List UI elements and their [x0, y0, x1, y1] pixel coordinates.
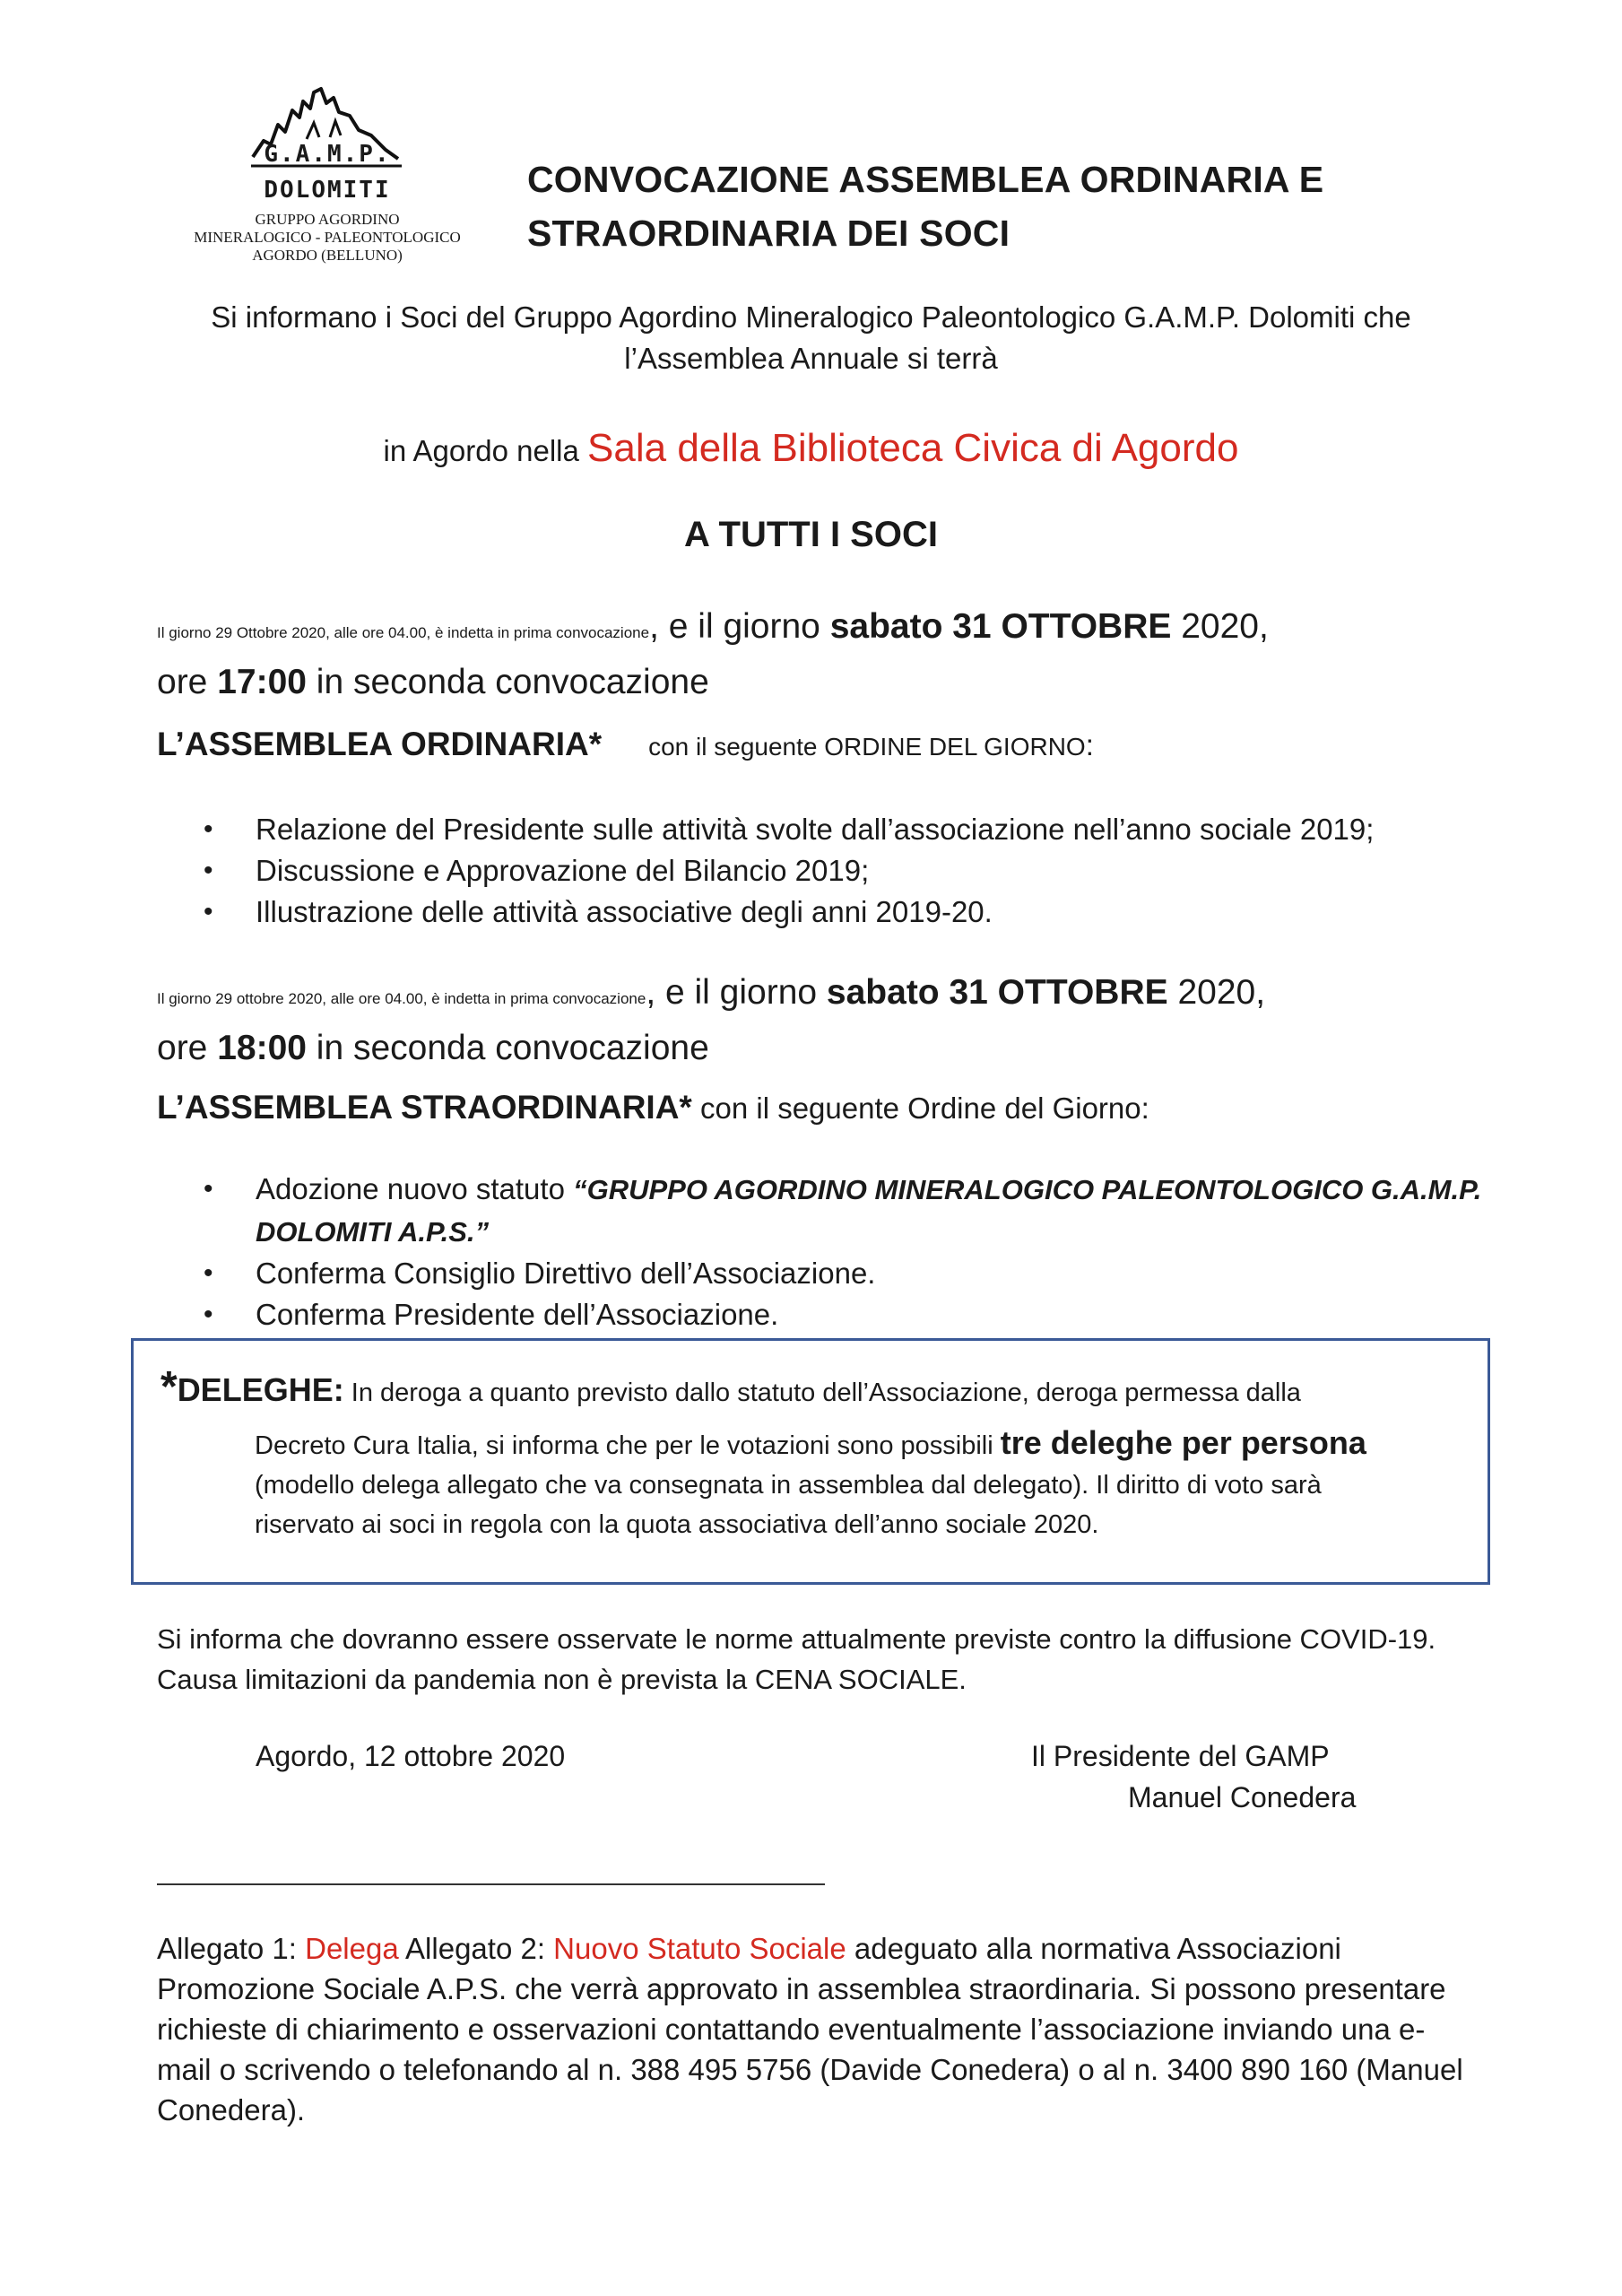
- heading-all-members: A TUTTI I SOCI: [684, 515, 938, 554]
- intro-paragraph: [0, 297, 1622, 379]
- list-item: • Conferma Presidente dell’Associazione.: [157, 1294, 1538, 1335]
- proxy-emphasis: tre deleghe per persona: [1000, 1424, 1366, 1461]
- venue-place: Sala della Biblioteca Civica di Agordo: [587, 426, 1239, 470]
- notes-line-1: Si informa che dovranno essere osservate le norme attualmente previste contro la diffusione COVID-19.: [157, 1623, 1436, 1655]
- extraordinary-second-call: in seconda convocazione: [306, 1029, 709, 1067]
- logo-line-5: AGORDO (BELLUNO): [252, 247, 403, 264]
- intro-line-1: Si informano i Soci del Gruppo Agordino Mineralogico Paleontologico G.A.M.P. Dolomiti che: [211, 300, 1411, 334]
- proxy-line-1: In deroga a quanto previsto dallo statuto dell’Associazione, deroga permessa dalla: [343, 1378, 1301, 1407]
- notes-line-2: Causa limitazioni da pandemia non è prevista la CENA SOCIALE.: [157, 1664, 967, 1695]
- extraordinary-year: 2020,: [1167, 973, 1266, 1012]
- statute-item-prefix: Adozione nuovo statuto: [256, 1172, 574, 1205]
- attachments-line-2: Promozione Sociale A.P.S. che verrà approvato in assemblea straordinaria. Si possono presentare: [157, 1972, 1446, 2005]
- proxy-line-4: riservato ai soci in regola con la quota associativa dell’anno sociale 2020.: [255, 1510, 1099, 1539]
- statute-name-line-1: “GRUPPO AGORDINO MINERALOGICO PALEONTOLOGICO G.A.M.P.: [573, 1174, 1482, 1205]
- ordinary-date: sabato 31 OTTOBRE: [829, 607, 1172, 646]
- attachment-2-label: Allegato 2:: [398, 1932, 554, 1965]
- list-item: • Relazione del Presidente sulle attività svolte dall’associazione nell’anno sociale 2019;: [157, 809, 1520, 850]
- extraordinary-assembly-heading: [157, 1081, 1149, 1142]
- ordinary-agenda-colon: :: [1085, 728, 1094, 761]
- attachment-1-link[interactable]: Delega: [305, 1932, 399, 1965]
- proxy-star: *: [160, 1363, 178, 1411]
- title-line-2: STRAORDINARIA DEI SOCI: [527, 213, 1010, 254]
- signature-name: Manuel Conedera: [1128, 1781, 1357, 1813]
- logo-line-3: GRUPPO AGORDINO: [255, 211, 400, 228]
- extraordinary-first-call: Il giorno 29 ottobre 2020, alle ore 04.00, è indetta in prima convocazione: [157, 990, 646, 1007]
- title-line-1: CONVOCAZIONE ASSEMBLEA ORDINARIA E: [527, 159, 1324, 200]
- venue-line: [0, 422, 1622, 478]
- list-item: • Illustrazione delle attività associative degli anni 2019-20.: [157, 891, 1520, 933]
- attachments-line-5: Conedera).: [157, 2093, 306, 2126]
- proxy-line-3: (modello delega allegato che va consegnata in assemblea dal delegato). Il diritto di voto sarà: [255, 1471, 1322, 1500]
- ordinary-year: 2020,: [1171, 607, 1269, 646]
- venue-prefix: in Agordo nella: [383, 434, 588, 467]
- ordinary-assembly-heading: [157, 718, 1094, 778]
- ordinary-convocation: [157, 603, 1502, 714]
- ordinary-comma-text: , e il giorno: [649, 607, 830, 646]
- logo-line-4: MINERALOGICO - PALEONTOLOGICO: [194, 229, 461, 246]
- extraordinary-convocation: [157, 969, 1502, 1080]
- extraordinary-ore-label: ore: [157, 1029, 218, 1067]
- extraordinary-time: 18:00: [217, 1029, 307, 1067]
- list-item: • Conferma Consiglio Direttivo dell’Associazione.: [157, 1253, 1538, 1294]
- list-item: [157, 1169, 1538, 1253]
- attachments-paragraph: [157, 1928, 1556, 2130]
- ordinary-agenda-intro: con il seguente ORDINE DEL GIORNO: [648, 733, 1086, 761]
- attachment-2-link[interactable]: Nuovo Statuto Sociale: [553, 1932, 846, 1965]
- extraordinary-comma-text: , e il giorno: [646, 973, 827, 1012]
- ordinary-first-call: Il giorno 29 Ottobre 2020, alle ore 04.00, è indetta in prima convocazione: [157, 624, 650, 641]
- attachment-1-label: Allegato 1:: [157, 1932, 306, 1965]
- attachment-2-description: adeguato alla normativa Associazioni: [846, 1932, 1341, 1965]
- extraordinary-agenda-list: [157, 1169, 1538, 1335]
- signature-role: Il Presidente del GAMP: [1031, 1740, 1330, 1772]
- extraordinary-agenda-intro: con il seguente Ordine del Giorno:: [691, 1091, 1149, 1125]
- list-item: • Discussione e Approvazione del Bilancio 2019;: [157, 850, 1520, 891]
- proxy-notice-box: [131, 1338, 1490, 1585]
- extraordinary-assembly-title: L’ASSEMBLEA STRAORDINARIA*: [157, 1089, 692, 1126]
- ordinary-agenda-list: [157, 809, 1520, 933]
- footnote-divider: [157, 1883, 825, 1885]
- ordinary-ore-label: ore: [157, 663, 218, 701]
- extraordinary-date: sabato 31 OTTOBRE: [826, 973, 1168, 1012]
- attachments-line-3: richieste di chiarimento e osservazioni contattando eventualmente l’associazione inviando una e-: [157, 2013, 1426, 2046]
- ordinary-assembly-title: L’ASSEMBLEA ORDINARIA*: [157, 726, 603, 762]
- proxy-line-2: Decreto Cura Italia, si informa che per le votazioni sono possibili: [255, 1431, 1001, 1460]
- logo-gamp-text: G.A.M.P.: [264, 141, 391, 168]
- covid-notes: [157, 1619, 1436, 1700]
- ordinary-time: 17:00: [217, 663, 307, 701]
- logo-dolomiti-text: DOLOMITI: [264, 177, 391, 204]
- proxy-label: DELEGHE:: [177, 1371, 344, 1408]
- ordinary-second-call: in seconda convocazione: [306, 663, 709, 701]
- statute-name-line-2: DOLOMITI A.P.S.”: [256, 1216, 490, 1248]
- place-date: Agordo, 12 ottobre 2020: [256, 1740, 566, 1772]
- gamp-logo: [161, 85, 493, 269]
- attachments-line-4: mail o scrivendo o telefonando al n. 388 495 5756 (Davide Conedera) o al n. 3400 890 160 (Manuel: [157, 2053, 1463, 2086]
- document-title: [527, 152, 1323, 260]
- intro-line-2: l’Assemblea Annuale si terrà: [624, 342, 998, 375]
